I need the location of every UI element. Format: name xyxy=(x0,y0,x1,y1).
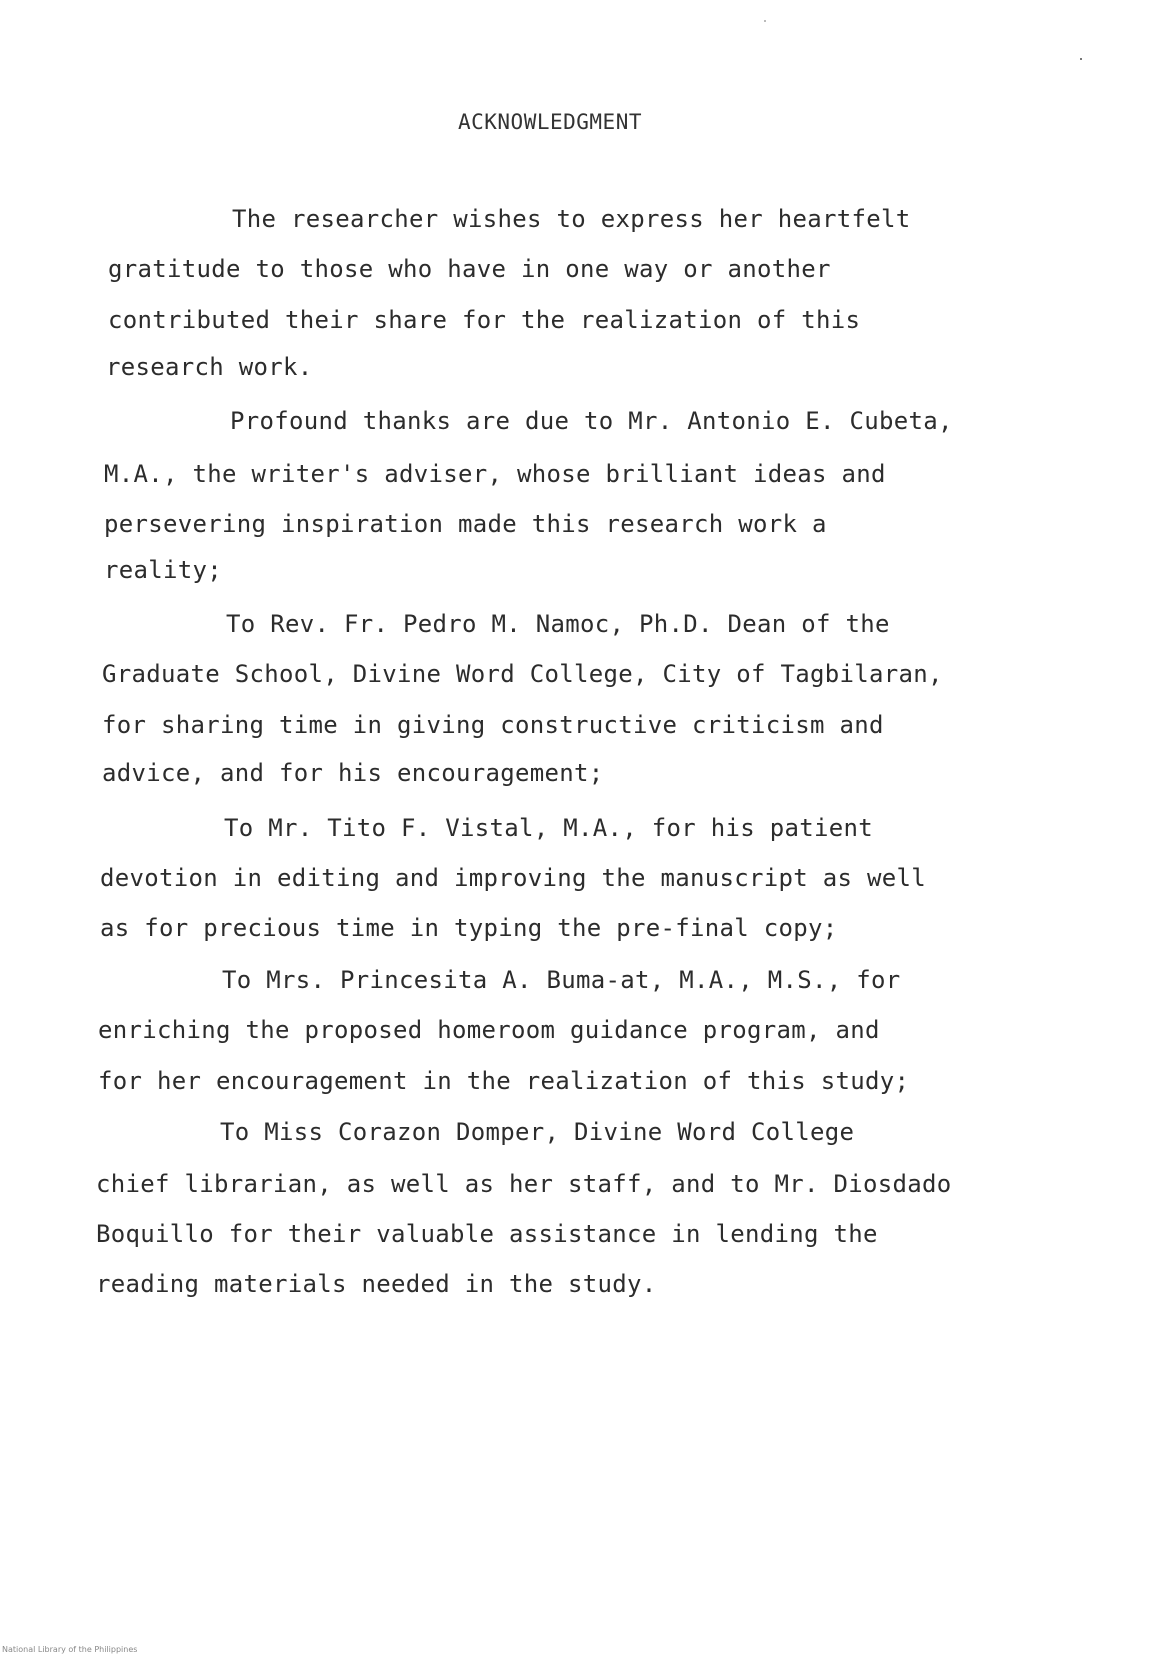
text-line: The researcher wishes to express her heartfelt xyxy=(232,205,911,233)
text-line: reading materials needed in the study. xyxy=(96,1270,657,1298)
scan-speck xyxy=(1080,58,1082,60)
text-line: persevering inspiration made this research work a xyxy=(104,510,827,538)
text-line: To Mrs. Princesita A. Buma-at, M.A., M.S., for xyxy=(222,966,901,994)
text-line: To Rev. Fr. Pedro M. Namoc, Ph.D. Dean of the xyxy=(226,610,890,638)
text-line: reality; xyxy=(104,556,222,584)
text-line: chief librarian, as well as her staff, and to Mr. Diosdado xyxy=(96,1170,952,1198)
text-line: research work. xyxy=(106,353,313,381)
page-title: ACKNOWLEDGMENT xyxy=(457,110,642,134)
text-line: To Mr. Tito F. Vistal, M.A., for his patient xyxy=(224,814,873,842)
scan-footer: National Library of the Philippines xyxy=(2,1645,138,1654)
text-line: contributed their share for the realization of this xyxy=(108,306,861,334)
scan-speck xyxy=(764,20,766,22)
text-line: advice, and for his encouragement; xyxy=(102,759,604,787)
text-line: To Miss Corazon Domper, Divine Word College xyxy=(220,1118,855,1146)
text-line: as for precious time in typing the pre-final copy; xyxy=(100,914,838,942)
text-line: for her encouragement in the realization of this study; xyxy=(98,1067,910,1095)
text-line: enriching the proposed homeroom guidance program, and xyxy=(98,1016,880,1044)
text-line: devotion in editing and improving the manuscript as well xyxy=(100,864,926,892)
text-line: Boquillo for their valuable assistance in lending the xyxy=(96,1220,878,1248)
text-line: M.A., the writer's adviser, whose brilliant ideas and xyxy=(104,460,886,488)
text-line: Profound thanks are due to Mr. Antonio E. Cubeta, xyxy=(230,407,953,435)
text-line: Graduate School, Divine Word College, City of Tagbilaran, xyxy=(102,660,943,688)
text-line: gratitude to those who have in one way or another xyxy=(108,255,831,283)
text-line: for sharing time in giving constructive criticism and xyxy=(102,711,884,739)
